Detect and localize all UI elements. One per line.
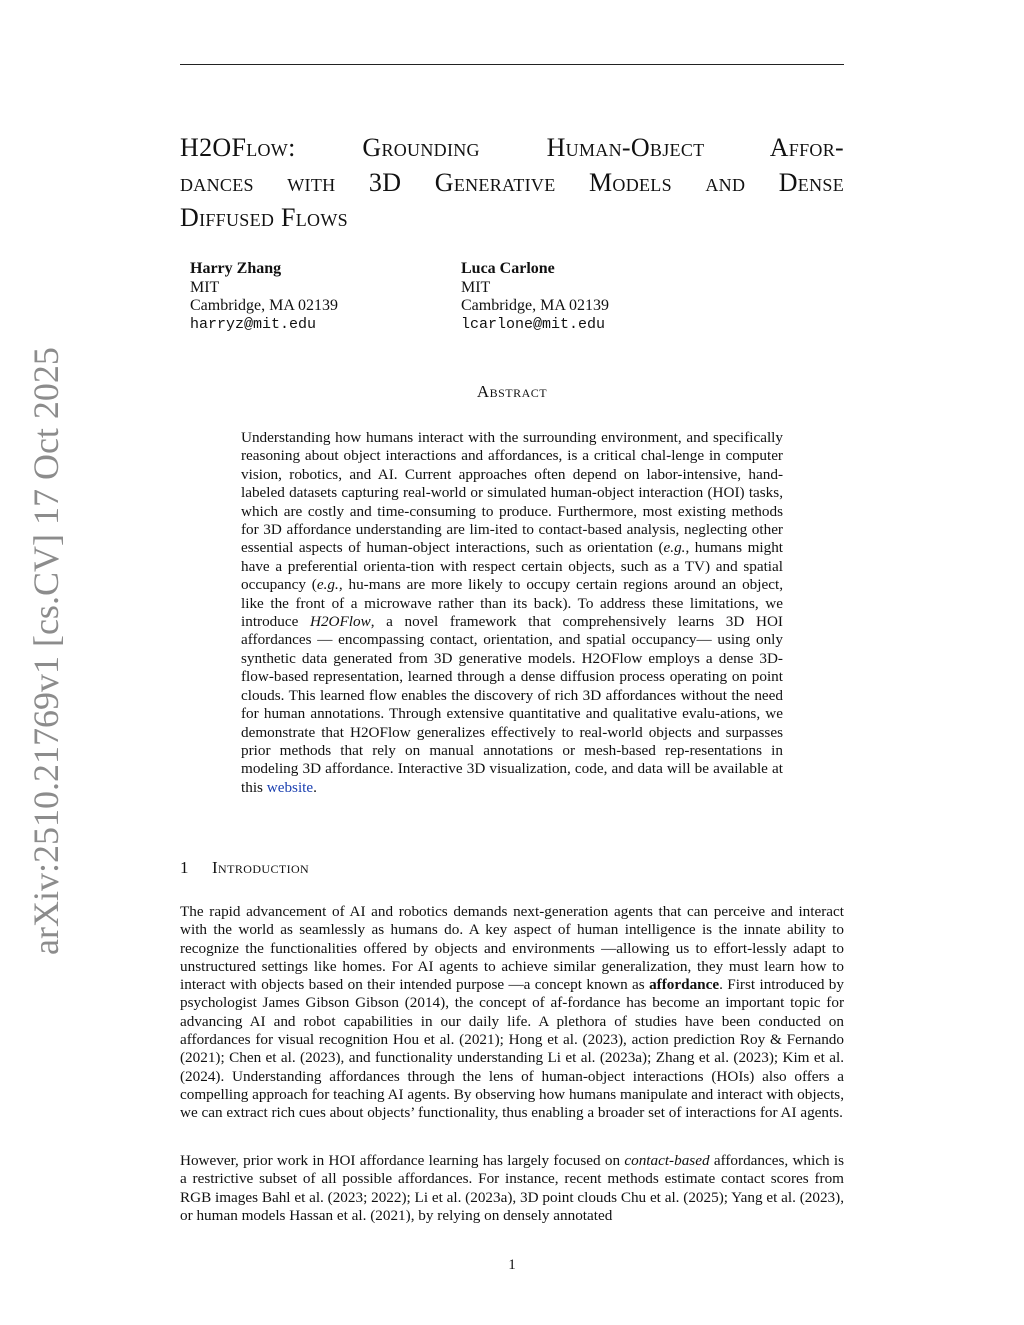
author-name: Luca Carlone: [461, 260, 555, 277]
arxiv-identifier: arXiv:2510.21769v1 [cs.CV] 17 Oct 2025: [26, 347, 66, 955]
section-title: Introduction: [212, 858, 310, 877]
section-heading-introduction: [180, 858, 309, 878]
title-line: H2OFlow: Grounding Human-Object Affor-: [180, 133, 844, 162]
author-name: Harry Zhang: [190, 260, 282, 277]
abstract-text: , hu-mans are more likely to occupy certain regions around an object, like the front of a microwave rather than its back). To address these limitations, we introduce: [241, 576, 783, 631]
intro-paragraph: [180, 1152, 844, 1225]
intro-paragraph: [180, 903, 844, 1123]
author-affiliation: MIT: [190, 278, 220, 296]
method-name: H2OFlow: [309, 613, 371, 631]
author-email[interactable]: lcarlone@mit.edu: [461, 315, 606, 333]
paragraph-text: The rapid advancement of AI and robotics demands next-generation agents that can perceive and interact with the world as seamlessly as humans do. A key aspect of human intelligence is the innate ability to recognize the functionalities offered by objects and environments —allowing us to effort-lessly adapt to unstructured settings like homes. For AI agents to achieve similar generalization, they must learn how to interact with objects based on their intended purpose —a concept known as: [180, 903, 844, 994]
author-email[interactable]: harryz@mit.edu: [190, 315, 317, 333]
author-block: [461, 260, 609, 334]
paragraph-text: However, prior work in HOI affordance learning has largely focused on: [180, 1152, 625, 1169]
author-location: Cambridge, MA 02139: [461, 297, 609, 314]
abstract-emphasis: e.g.: [663, 539, 686, 557]
italic-term: contact-based: [624, 1152, 710, 1169]
website-link[interactable]: website: [266, 778, 314, 796]
author-block: [190, 260, 338, 334]
paragraph-text: affordances, which is a restrictive subset of all possible affordances. For instance, recent methods estimate contact scores from RGB images Bahl et al. (2023; 2022); Li et al. (2023a), 3D point clouds Chu et al. (2025); Yang et al. (2023), or human models Hassan et al. (2021), by relying on densely annotated: [180, 1152, 844, 1224]
page-number: 1: [508, 1257, 516, 1273]
abstract-body: [241, 429, 783, 797]
title-line: dances with 3D Generative Models and Dense: [180, 168, 844, 197]
paragraph-text: . First introduced by psychologist James Gibson Gibson (2014), the concept of af-fordance has become an important topic for advancing AI and robot capabilities in our daily life. A plethora of studies have been conducted on affordances for visual recognition Hou et al. (2021); Hong et al. (2023), action prediction Roy & Fernando (2021); Chen et al. (2023), and functionality understanding Li et al. (2023a); Zhang et al. (2023); Kim et al. (2024). Understanding affordances through the lens of human-object interactions (HOIs) also offers a compelling approach for teaching AI agents. By observing how humans manipulate and interact with objects, we can extract rich cues about objects’ functionality, thus enabling a broader set of interactions for AI agents.: [180, 976, 844, 1122]
abstract-emphasis: e.g.: [316, 576, 339, 594]
title-line: Diffused Flows: [180, 203, 348, 232]
section-number: 1: [180, 858, 189, 877]
bold-term: affordance: [649, 976, 720, 994]
author-affiliation: MIT: [461, 278, 491, 296]
author-location: Cambridge, MA 02139: [190, 297, 338, 314]
paper-title: [180, 130, 844, 235]
abstract-text: , a novel framework that comprehensively learns 3D HOI affordances — encompassing contact, orientation, and spatial occupancy— using only synthetic data generated from 3D generative models. H2OFlow employs a dense 3D-flow-based representation, learned through a dense diffusion process operating on point clouds. This learned flow enables the discovery of rich 3D affordances without the need for human annotations. Through extensive quantitative and qualitative evalu-ations, we demonstrate that H2OFlow generalizes effectively to real-world objects and surpasses prior methods that rely on manual annotations or mesh-based rep-resentations in modeling 3D affordance. Interactive 3D visualization, code, and data will be available at this: [241, 613, 783, 796]
abstract-heading: Abstract: [476, 382, 548, 401]
abstract-text: , humans might have a preferential orienta-tion with respect certain objects, such as a TV) and spatial occupancy (: [241, 539, 784, 594]
abstract-text: Understanding how humans interact with the surrounding environment, and specifically reasoning about object interactions and affordances, is a critical chal-lenge in computer vision, robotics, and AI. Current approaches often depend on labor-intensive, hand-labeled datasets capturing real-world or simulated human-object interaction (HOI) tasks, which are costly and time-consuming to produce. Furthermore, most existing methods for 3D affordance understanding are lim-ited to contact-based analysis, neglecting other essential aspects of human-object interactions, such as orientation (: [241, 429, 783, 557]
top-rule: [180, 64, 844, 65]
abstract-text: .: [313, 778, 317, 796]
